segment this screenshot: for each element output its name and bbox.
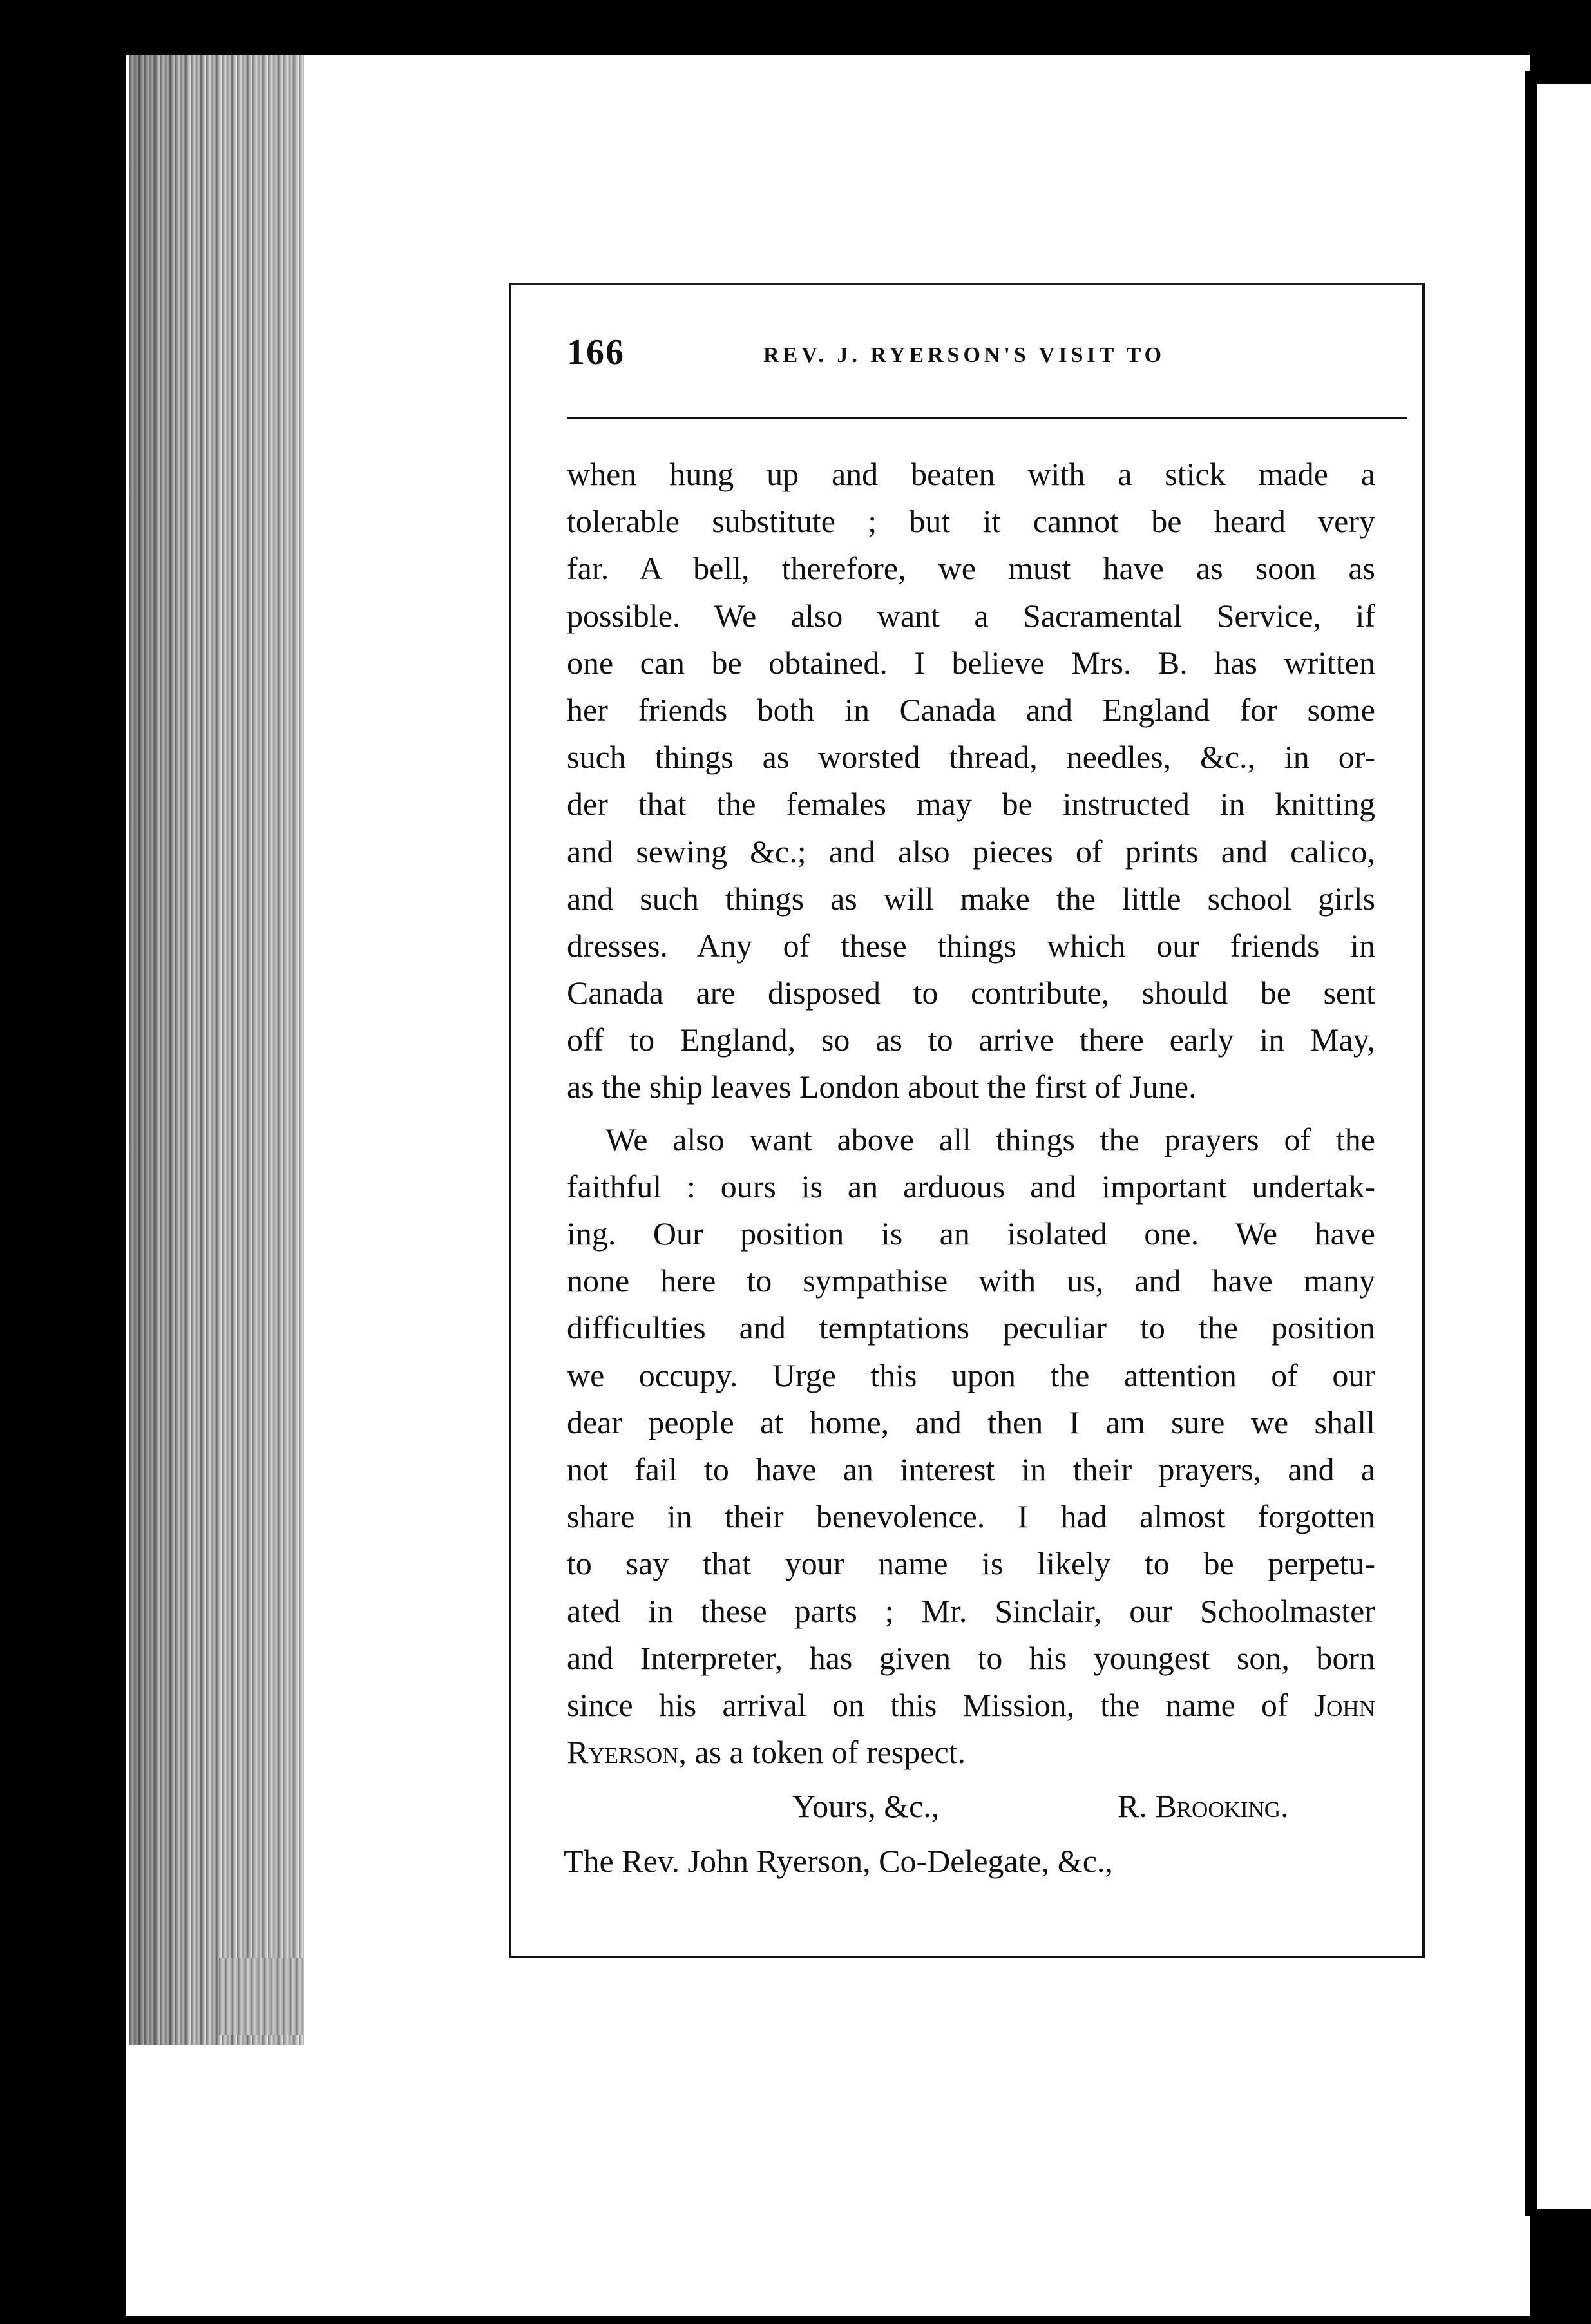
text-line: and Interpreter, has given to his youngest son, born (567, 1639, 1375, 1676)
text-line: We also want above all things the prayers of the (605, 1121, 1375, 1157)
text-line: such things as worsted thread, needles, &c., in or- (567, 739, 1375, 776)
text-line: ing. Our position is an isolated one. We have (567, 1215, 1375, 1252)
body-text (567, 451, 1375, 1776)
text-line: share in their benevolence. I had almost forgotten (567, 1498, 1375, 1535)
running-head (567, 332, 1404, 383)
text-line: dear people at home, and then I am sure we shall (567, 1404, 1375, 1440)
text-line: far. A bell, therefore, we must have as soon as (567, 550, 1375, 587)
text-line: der that the females may be instructed in knitting (567, 786, 1375, 823)
text-line: and sewing &c.; and also pieces of prints and calico, (567, 833, 1375, 870)
text-line: we occupy. Urge this upon the attention of our (567, 1357, 1375, 1393)
text-line: off to England, so as to arrive there early in May, (567, 1022, 1375, 1058)
paragraph-1 (567, 451, 1375, 1111)
running-title: REV. J. RYERSON'S VISIT TO (763, 343, 1166, 367)
text-segment: since his arrival on this Mission, the name of (567, 1686, 1288, 1723)
text-line: faithful : ours is an arduous and important undertak- (567, 1168, 1375, 1205)
text-line: to say that your name is likely to be perpetu- (567, 1545, 1375, 1582)
text-line: when hung up and beaten with a stick made a (567, 456, 1375, 492)
text-line: Canada are disposed to contribute, should be sent (567, 975, 1375, 1011)
text-segment: as a token of respect. (694, 1734, 966, 1771)
text-line: none here to sympathise with us, and have many (567, 1262, 1375, 1299)
name-ryerson: Ryerson, (567, 1734, 687, 1771)
text-line: one can be obtained. I believe Mrs. B. has written (567, 644, 1375, 681)
closing: Yours, &c., (792, 1788, 940, 1824)
text-line: dresses. Any of these things which our friends in (567, 927, 1375, 964)
paragraph-2 (567, 1116, 1375, 1776)
page-edges (129, 55, 304, 2045)
signature-line (567, 1787, 1375, 1834)
page-number: 166 (567, 332, 625, 372)
text-line: difficulties and temptations peculiar to the position (567, 1310, 1375, 1346)
text-line: possible. We also want a Sacramental Service, if (567, 597, 1375, 634)
header-rule (567, 417, 1407, 419)
text-line: not fail to have an interest in their prayers, and a (567, 1451, 1375, 1487)
text-line: as the ship leaves London about the first of June. (567, 1069, 1197, 1105)
signer: R. Brooking. (1118, 1788, 1289, 1824)
text-line: and such things as will make the little school girls (567, 880, 1375, 917)
page-edges-bottom (219, 1958, 303, 2035)
facing-page-edge (1537, 84, 1591, 2209)
text-line-with-name (567, 1682, 1375, 1729)
name-john: John (1313, 1686, 1375, 1723)
text-line-final (567, 1729, 1375, 1776)
text-line: ated in these parts ; Mr. Sinclair, our Schoolmaster (567, 1592, 1375, 1629)
text-line: tolerable substitute ; but it cannot be heard very (567, 503, 1375, 540)
gutter-shadow (1525, 71, 1537, 2216)
addressee: The Rev. John Ryerson, Co-Delegate, &c., (564, 1843, 1113, 1879)
text-line: her friends both in Canada and England for some (567, 691, 1375, 728)
